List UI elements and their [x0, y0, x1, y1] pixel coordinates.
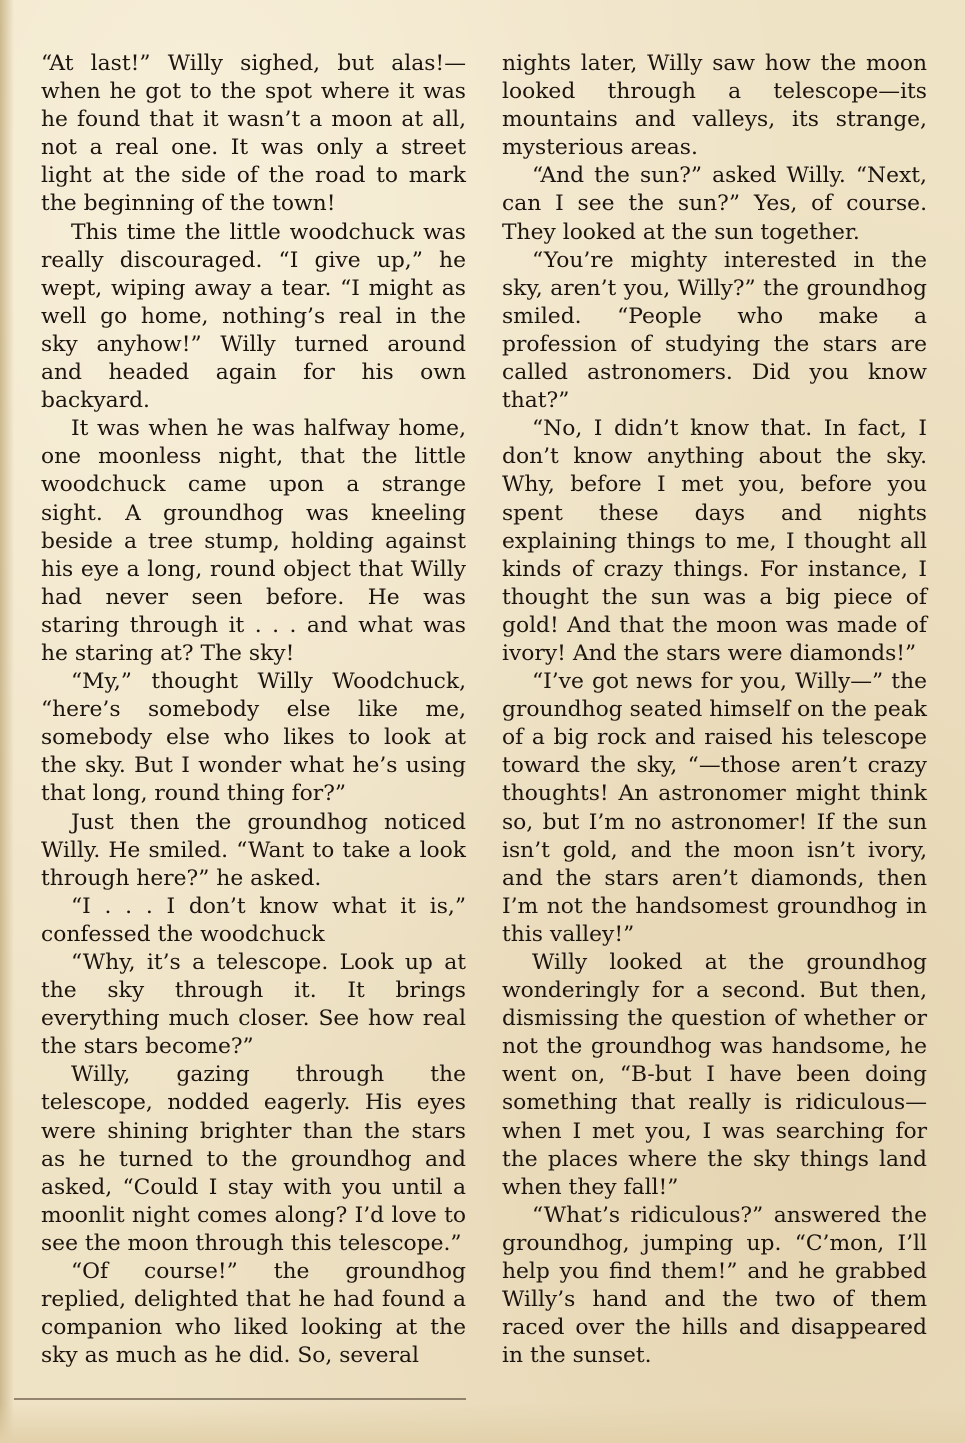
footer-rule [14, 1398, 466, 1400]
paragraph: “Of course!” the groundhog replied, delighted that he had found a companion who liked looking at the sky as much as he did. So, several [41, 1259, 466, 1369]
paragraph: “Why, it’s a telescope. Look up at the sky through it. It brings everything much closer. See how real the stars become?” [41, 950, 466, 1060]
paragraph: “I . . . I don’t know what it is,” confessed the woodchuck [41, 893, 466, 947]
paragraph: This time the little woodchuck was really discouraged. “I give up,” he wept, wiping away a tear. “I might as well go home, nothing’s real in the sky anyhow!” Willy turned around and headed again for his own backyard. [41, 219, 466, 414]
paragraph: “What’s ridiculous?” answered the groundhog, jumping up. “C’mon, I’ll help you find them!” and he grabbed Willy’s hand and the two of them raced over the hills and disappeared in the sunset. [502, 1202, 927, 1369]
paragraph: nights later, Willy saw how the moon looked through a telescope—its mountains and valleys, its strange, mysterious areas. [502, 51, 927, 161]
paragraph: “You’re mighty interested in the sky, aren’t you, Willy?” the groundhog smiled. “People who make a profession of studying the stars are called astronomers. Did you know that?” [502, 247, 927, 414]
paragraph: It was when he was halfway home, one moonless night, that the little woodchuck came upon a strange sight. A groundhog was kneeling beside a tree stump, holding against his eye a long, round object that Willy had never seen before. He was staring through it . . . and what was he staring at? The sky! [41, 416, 466, 666]
paragraph: Willy, gazing through the telescope, nodded eagerly. His eyes were shining brighter than the stars as he turned to the groundhog and asked, “Could I stay with you until a moonlit night comes along? I’d love to see the moon through this telescope.” [41, 1062, 466, 1256]
paragraph: “And the sun?” asked Willy. “Next, can I see the sun?” Yes, of course. They looked at the sun together. [502, 163, 927, 245]
page-bottom-shade [0, 1403, 965, 1443]
left-text-column [41, 50, 466, 1370]
paragraph: “My,” thought Willy Woodchuck, “here’s somebody else like me, somebody else who likes to look at the sky. But I wonder what he’s using that long, round thing for?” [41, 669, 466, 807]
page-edge-shadow [0, 0, 14, 1443]
paragraph: Just then the groundhog noticed Willy. He smiled. “Want to take a look through here?” he asked. [41, 809, 466, 891]
paragraph: “I’ve got news for you, Willy—” the groundhog seated himself on the peak of a big rock and raised his telescope toward the sky, “—those aren’t crazy thoughts! An astronomer might think so, but I’m no astronomer! If the sun isn’t gold, and the moon isn’t ivory, and the stars aren’t diamonds, then I’m not the handsomest groundhog in this valley!” [502, 669, 927, 947]
paragraph: “No, I didn’t know that. In fact, I don’t know anything about the sky. Why, before I met you, before you spent these days and nights explaining things to me, I thought all kinds of crazy things. For instance, I thought the sun was a big piece of gold! And that the moon was made of ivory! And the stars were diamonds!” [502, 416, 927, 666]
paragraph: “At last!” Willy sighed, but alas!—when he got to the spot where it was he found that it wasn’t a moon at all, not a real one. It was only a street light at the side of the road to mark the beginning of the town! [41, 51, 466, 217]
paragraph: Willy looked at the groundhog wonderingly for a second. But then, dismissing the question of whether or not the groundhog was handsome, he went on, “B-but I have been doing something that really is ridiculous—when I met you, I was searching for the places where the sky things land when they fall!” [502, 950, 927, 1200]
right-text-column [502, 50, 927, 1370]
